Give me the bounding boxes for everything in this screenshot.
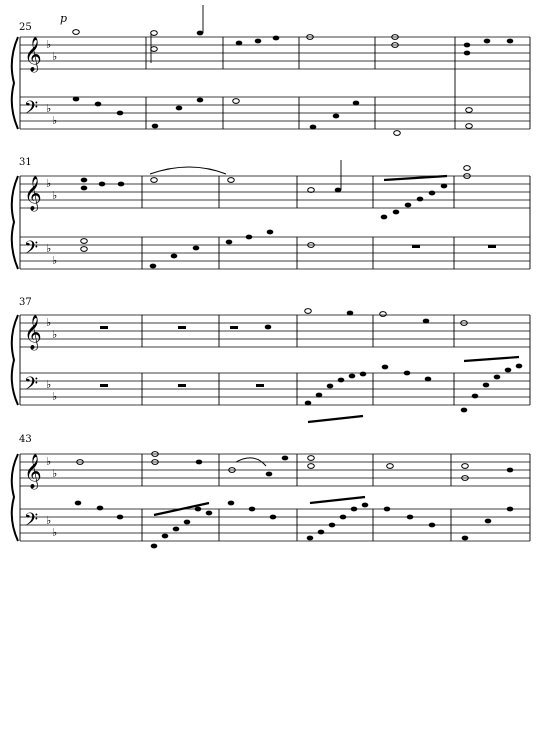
treble-staff — [20, 176, 530, 208]
key-signature-treble: ♭ — [46, 38, 52, 51]
treble-clef: 𝄞 — [24, 315, 42, 350]
key-signature-treble: ♭ — [52, 189, 58, 202]
whole-rest — [256, 384, 264, 387]
key-signature-bass: ♭ — [52, 254, 58, 267]
key-signature-treble: ♭ — [52, 467, 58, 480]
bass-staff — [20, 373, 530, 405]
treble-staff — [20, 315, 530, 347]
key-signature-treble: ♭ — [52, 328, 58, 341]
bass-clef: 𝄢 — [24, 98, 39, 123]
bass-clef: 𝄢 — [24, 510, 39, 535]
barlines — [20, 315, 530, 405]
measure-number-system-1: 25 — [19, 22, 32, 33]
whole-rest — [178, 384, 186, 387]
key-signature-bass: ♭ — [46, 378, 52, 391]
barlines — [20, 176, 530, 269]
treble-clef: 𝄞 — [24, 454, 42, 489]
system-1 — [12, 5, 530, 135]
dynamic-marking: p — [60, 12, 68, 25]
brace — [12, 454, 18, 541]
key-signature-treble: ♭ — [46, 177, 52, 190]
system-2 — [12, 157, 530, 269]
key-signature-treble: ♭ — [52, 50, 58, 63]
whole-rest — [100, 326, 108, 329]
treble-staff — [20, 37, 530, 69]
measure-number-system-4: 43 — [19, 434, 32, 445]
brace — [12, 37, 18, 129]
brace — [12, 176, 18, 269]
system-3 — [12, 297, 530, 422]
key-signature-bass: ♭ — [46, 242, 52, 255]
whole-rest — [488, 245, 496, 248]
key-signature-bass: ♭ — [52, 390, 58, 403]
whole-rest — [178, 326, 186, 329]
system-4 — [12, 434, 530, 548]
key-signature-bass: ♭ — [46, 102, 52, 115]
treble-clef: 𝄞 — [24, 176, 42, 211]
bass-staff — [20, 237, 530, 269]
notes — [75, 452, 514, 549]
bass-clef: 𝄢 — [24, 374, 39, 399]
tie — [150, 167, 226, 174]
bass-staff — [20, 509, 530, 541]
barlines — [20, 37, 530, 129]
notes — [73, 5, 514, 135]
measure-number-system-3: 37 — [19, 297, 32, 308]
half-rest — [230, 326, 238, 329]
barlines — [20, 454, 530, 541]
bass-clef: 𝄢 — [24, 238, 39, 263]
key-signature-bass: ♭ — [52, 114, 58, 127]
key-signature-bass: ♭ — [52, 526, 58, 539]
brace — [12, 315, 18, 405]
whole-rest — [100, 384, 108, 387]
whole-rest — [412, 245, 420, 248]
treble-staff — [20, 454, 530, 486]
key-signature-treble: ♭ — [46, 316, 52, 329]
treble-clef: 𝄞 — [24, 37, 42, 72]
key-signature-treble: ♭ — [46, 455, 52, 468]
key-signature-bass: ♭ — [46, 514, 52, 527]
measure-number-system-2: 31 — [19, 157, 32, 168]
bass-staff — [20, 97, 530, 129]
